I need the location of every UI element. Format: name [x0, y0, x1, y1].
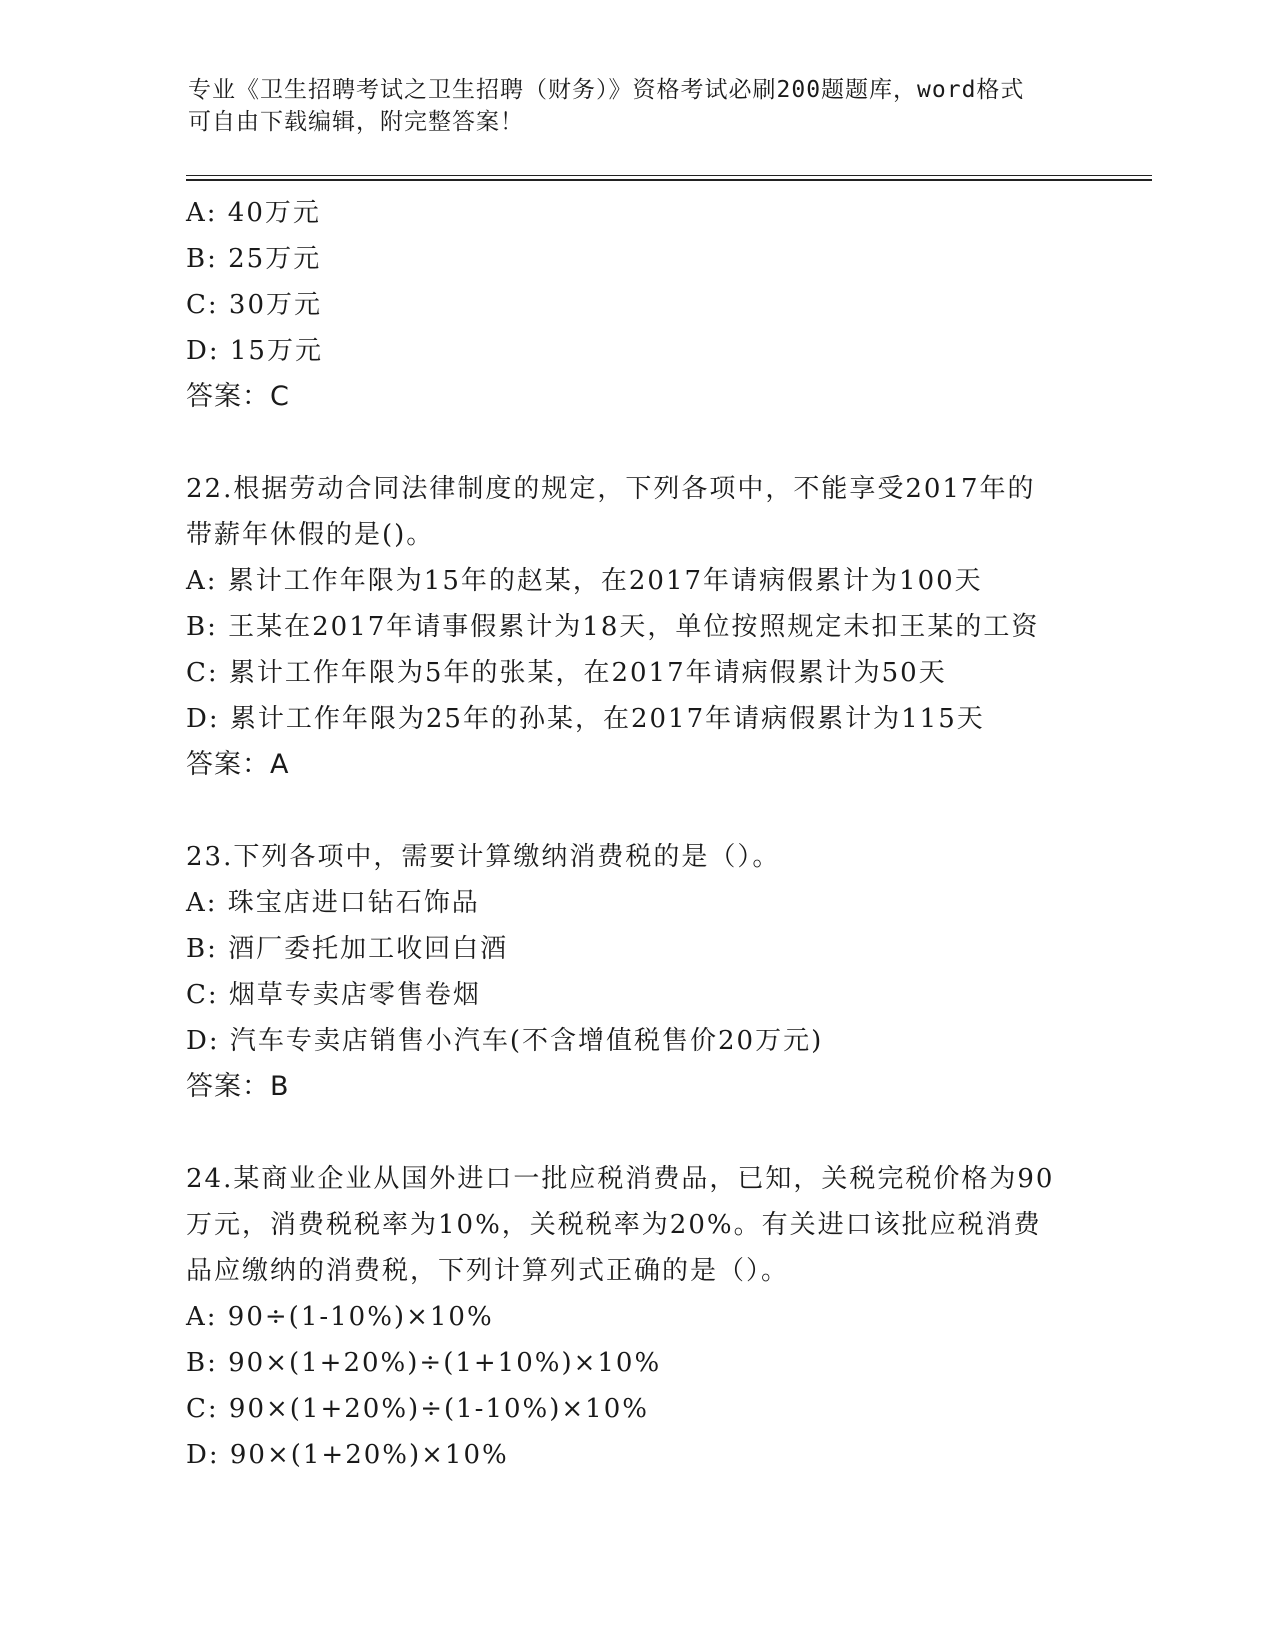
question-stem-line: 24.某商业企业从国外进口一批应税消费品，已知，关税完税价格为90: [186, 1164, 1055, 1194]
question-stem-line: 23.下列各项中，需要计算缴纳消费税的是（）。: [186, 842, 781, 872]
question-block-21: [186, 190, 1086, 420]
option-d: D: 15万元: [186, 336, 323, 366]
question-stem-line: 22.根据劳动合同法律制度的规定，下列各项中，不能享受2017年的: [186, 474, 1036, 504]
question-stem-line: 带薪年休假的是()。: [186, 520, 435, 550]
question-block-23: [186, 834, 1086, 1110]
option-c: C: 30万元: [186, 290, 323, 320]
option-b: B: 酒厂委托加工收回白酒: [186, 934, 509, 964]
question-stem-line: 万元，消费税税率为10%，关税税率为20%。有关进口该批应税消费: [186, 1210, 1042, 1240]
option-c: C: 累计工作年限为5年的张某，在2017年请病假累计为50天: [186, 658, 947, 688]
option-d: D: 90×(1+20%)×10%: [186, 1440, 509, 1470]
header-line-1: 专业《卫生招聘考试之卫生招聘（财务）》资格考试必刷200题题库，word格式: [188, 77, 1025, 103]
header-divider-thick: [186, 179, 1152, 181]
header-line-2: 可自由下载编辑，附完整答案！: [188, 109, 524, 135]
answer-line: 答案：C: [186, 381, 290, 412]
option-b: B: 90×(1+20%)÷(1+10%)×10%: [186, 1348, 662, 1378]
option-d: D: 累计工作年限为25年的孙某，在2017年请病假累计为115天: [186, 704, 985, 734]
option-c: C: 90×(1+20%)÷(1-10%)×10%: [186, 1394, 649, 1424]
option-d: D: 汽车专卖店销售小汽车(不含增值税售价20万元): [186, 1026, 824, 1056]
answer-line: 答案：B: [186, 1071, 290, 1102]
question-block-22: [186, 466, 1086, 788]
question-block-24: [186, 1156, 1086, 1478]
question-stem-line: 品应缴纳的消费税，下列计算列式正确的是（）。: [186, 1256, 790, 1286]
option-a: A: 珠宝店进口钻石饰品: [186, 888, 480, 918]
option-a: A: 90÷(1-10%)×10%: [186, 1302, 494, 1332]
option-c: C: 烟草专卖店零售卷烟: [186, 980, 481, 1010]
answer-line: 答案：A: [186, 749, 290, 780]
option-b: B: 25万元: [186, 244, 322, 274]
option-b: B: 王某在2017年请事假累计为18天，单位按照规定未扣王某的工资: [186, 612, 1040, 642]
header-divider-thin: [186, 175, 1152, 176]
question-list: [186, 190, 1086, 1478]
option-a: A: 40万元: [186, 198, 321, 228]
option-a: A: 累计工作年限为15年的赵某，在2017年请病假累计为100天: [186, 566, 983, 596]
document-header: [188, 74, 1088, 138]
